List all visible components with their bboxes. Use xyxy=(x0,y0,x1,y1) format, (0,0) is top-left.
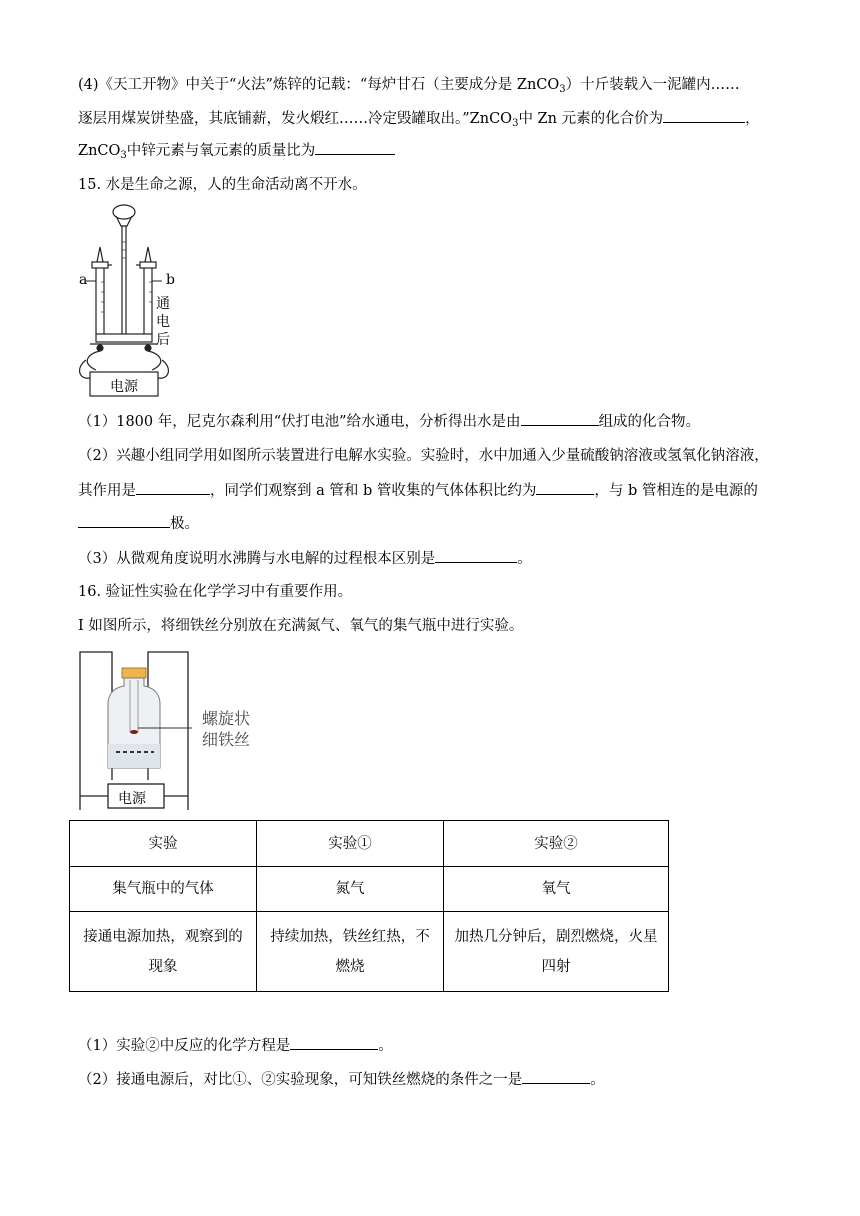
text: ）十斤装载入一泥罐内…… xyxy=(565,77,740,93)
table-cell xyxy=(70,912,257,992)
q14-4-line1 xyxy=(78,75,740,95)
q14-4-line2 xyxy=(78,107,760,129)
text: 中 Zn 元素的化合价为 xyxy=(518,111,664,127)
q15-part2-line3 xyxy=(78,512,199,534)
answer-blank[interactable] xyxy=(78,512,170,528)
text: 。 xyxy=(378,1038,393,1054)
cell-line: 现象 xyxy=(148,958,178,975)
q14-4-line3 xyxy=(78,139,395,161)
table-cell xyxy=(444,912,669,992)
table-cell: 氮气 xyxy=(257,867,444,912)
answer-blank[interactable] xyxy=(536,479,594,495)
q15-title: 15. 水是生命之源，人的生命活动离不开水。 xyxy=(78,177,367,193)
table-header-cell: 实验① xyxy=(257,821,444,867)
text: ， xyxy=(745,111,760,127)
answer-blank[interactable] xyxy=(136,479,210,495)
text: 。 xyxy=(517,551,532,567)
cell-line: 接通电源加热，观察到的 xyxy=(83,928,243,945)
answer-blank[interactable] xyxy=(663,107,745,123)
q15-part2-line2 xyxy=(78,479,758,501)
text: （1）1800 年，尼克尔森利用“伏打电池”给水通电，分析得出水是由 xyxy=(78,414,521,430)
cell-line: 四射 xyxy=(541,958,571,975)
q16-intro: I 如图所示，将细铁丝分别放在充满氮气、氧气的集气瓶中进行实验。 xyxy=(78,618,524,634)
label-b: b xyxy=(166,272,175,288)
power-supply-label: 电源 xyxy=(118,791,146,807)
text: 组成的化合物。 xyxy=(598,414,701,430)
text: 逐层用煤炭饼垫盛，其底铺薪，发火煅红……冷定毁罐取出。”ZnCO xyxy=(78,111,513,127)
answer-blank[interactable] xyxy=(315,139,395,155)
text: ZnCO xyxy=(78,143,121,159)
q16-title: 16. 验证性实验在化学学习中有重要作用。 xyxy=(78,584,353,600)
text: ，与 b 管相连的是电源的 xyxy=(594,483,758,499)
q15-part1 xyxy=(78,410,700,432)
cell-line: 持续加热，铁丝红热，不 xyxy=(270,928,430,945)
text: （2）接通电源后，对比①、②实验现象，可知铁丝燃烧的条件之一是 xyxy=(78,1072,523,1088)
table-cell: 集气瓶中的气体 xyxy=(70,867,257,912)
label-spiral: 螺旋状 xyxy=(202,709,251,728)
table-header-row xyxy=(70,821,669,867)
table-cell xyxy=(257,912,444,992)
cell-line: 燃烧 xyxy=(335,958,365,975)
text: 。 xyxy=(590,1072,605,1088)
q16-part2 xyxy=(78,1068,605,1090)
subscript: 3 xyxy=(512,118,519,129)
text: ，同学们观察到 a 管和 b 管收集的气体体积比约为 xyxy=(210,483,537,499)
table-row xyxy=(70,912,669,992)
text: (4)《天工开物》中关于“火法”炼锌的记载：“每炉甘石（主要成分是 ZnCO xyxy=(78,77,560,93)
label-a: a xyxy=(79,272,88,288)
table-cell: 氧气 xyxy=(444,867,669,912)
table-row xyxy=(70,867,669,912)
label-hou: 后 xyxy=(156,332,170,348)
answer-blank[interactable] xyxy=(521,410,599,426)
label-dian: 电 xyxy=(156,314,170,330)
text: 其作用是 xyxy=(78,483,136,499)
power-supply-label: 电源 xyxy=(110,379,138,395)
text: （1）实验②中反应的化学方程是 xyxy=(78,1038,291,1054)
text: （3）从微观角度说明水沸腾与水电解的过程根本区别是 xyxy=(78,551,436,567)
experiment-table xyxy=(69,820,669,992)
answer-blank[interactable] xyxy=(435,547,517,563)
subscript: 3 xyxy=(559,84,566,95)
cell-line: 加热几分钟后，剧烈燃烧，火星 xyxy=(454,928,658,945)
text: 中锌元素与氧元素的质量比为 xyxy=(126,143,316,159)
subscript: 3 xyxy=(120,150,127,161)
q15-part3 xyxy=(78,547,532,569)
answer-blank[interactable] xyxy=(522,1068,590,1084)
answer-blank[interactable] xyxy=(290,1034,378,1050)
q15-part2-line1: （2）兴趣小组同学用如图所示装置进行电解水实验。实验时，水中加通入少量硫酸钠溶液或氢氧化钠溶液， xyxy=(78,448,769,464)
table-header-cell: 实验 xyxy=(70,821,257,867)
label-iron-wire: 细铁丝 xyxy=(202,730,251,749)
q16-part1 xyxy=(78,1034,393,1056)
label-tong: 通 xyxy=(156,296,170,312)
table-header-cell: 实验② xyxy=(444,821,669,867)
text: 极。 xyxy=(170,516,199,532)
